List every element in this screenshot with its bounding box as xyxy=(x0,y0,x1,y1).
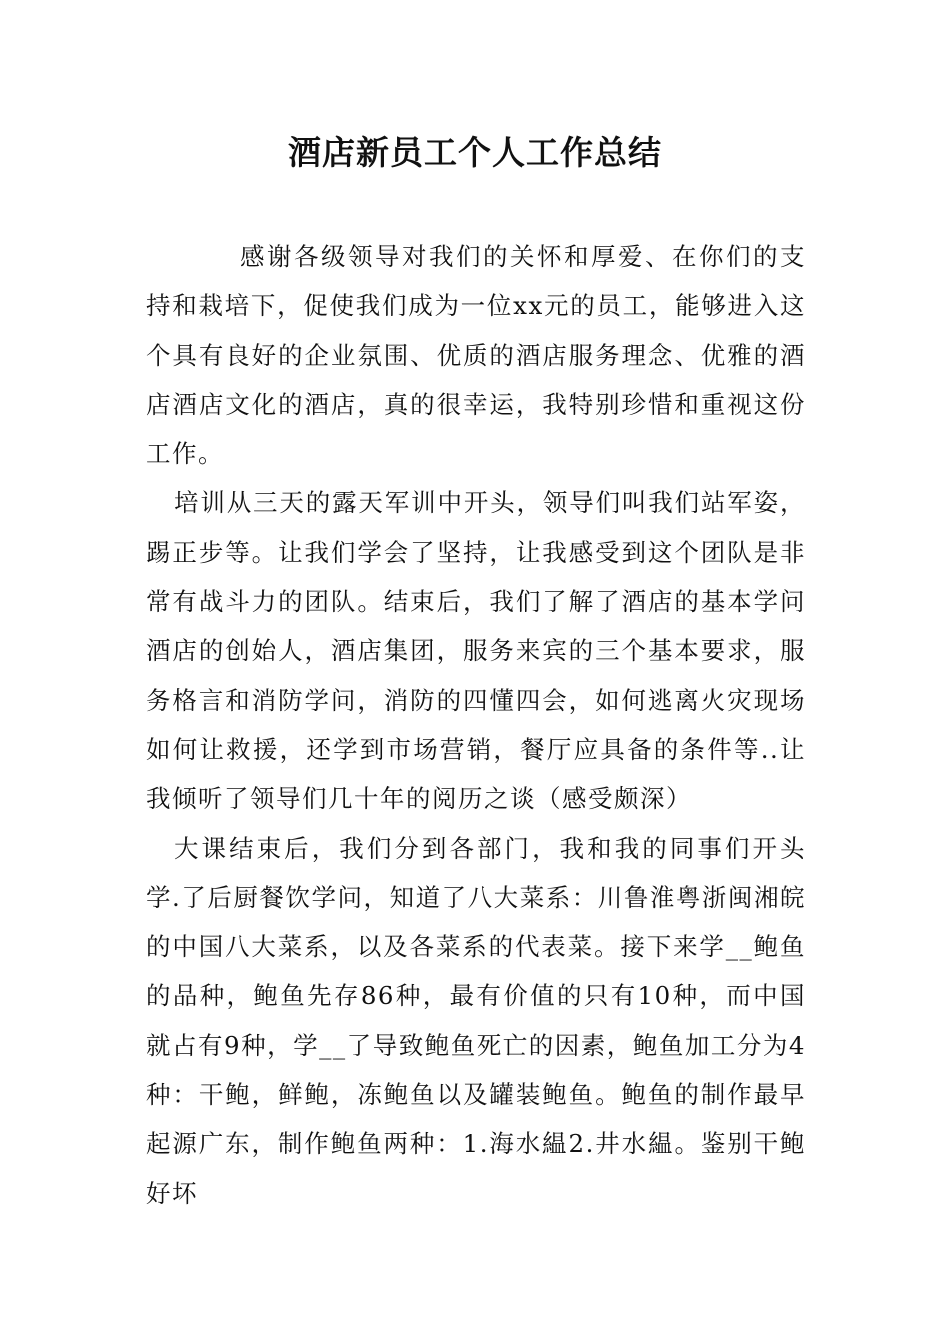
paragraph-3: 大课结束后，我们分到各部门，我和我的同事们开头学.了后厨餐饮学问，知道了八大菜系：川鲁淮粤浙闽湘皖的中国八大菜系，以及各菜系的代表菜。接下来学__鲍鱼的品种，鲍鱼先存86种，最有价值的只有10种，而中国就占有9种，学__了导致鲍鱼死亡的因素，鲍鱼加工分为4种：干鲍，鲜鲍，冻鲍鱼以及罐装鲍鱼。鲍鱼的制作最早起源广东，制作鲍鱼两种：1.海水緼2.井水緼。鉴别干鲍好坏 xyxy=(146,833,806,1208)
document-title: 酒店新员工个人工作总结 xyxy=(288,133,662,172)
document-body xyxy=(146,232,806,1218)
paragraph-1: 感谢各级领导对我们的关怀和厚爱、在你们的支持和栽培下，促使我们成为一位xx元的员工，能够进入这个具有良好的企业氛围、优质的酒店服务理念、优雅的酒店酒店文化的酒店，真的很幸运，我特别珍惜和重视这份工作。 xyxy=(146,242,806,469)
paragraph-2: 培训从三天的露天军训中开头，领导们叫我们站军姿，踢正步等。让我们学会了坚持，让我感受到这个团队是非常有战斗力的团队。结束后，我们了解了酒店的基本学问酒店的创始人，酒店集团，服务来宾的三个基本要求，服务格言和消防学问，消防的四懂四会，如何逃离火灾现场如何让救援，还学到市场营销，餐厅应具备的条件等..让我倾听了领导们几十年的阅历之谈（感受颇深） xyxy=(146,488,806,814)
